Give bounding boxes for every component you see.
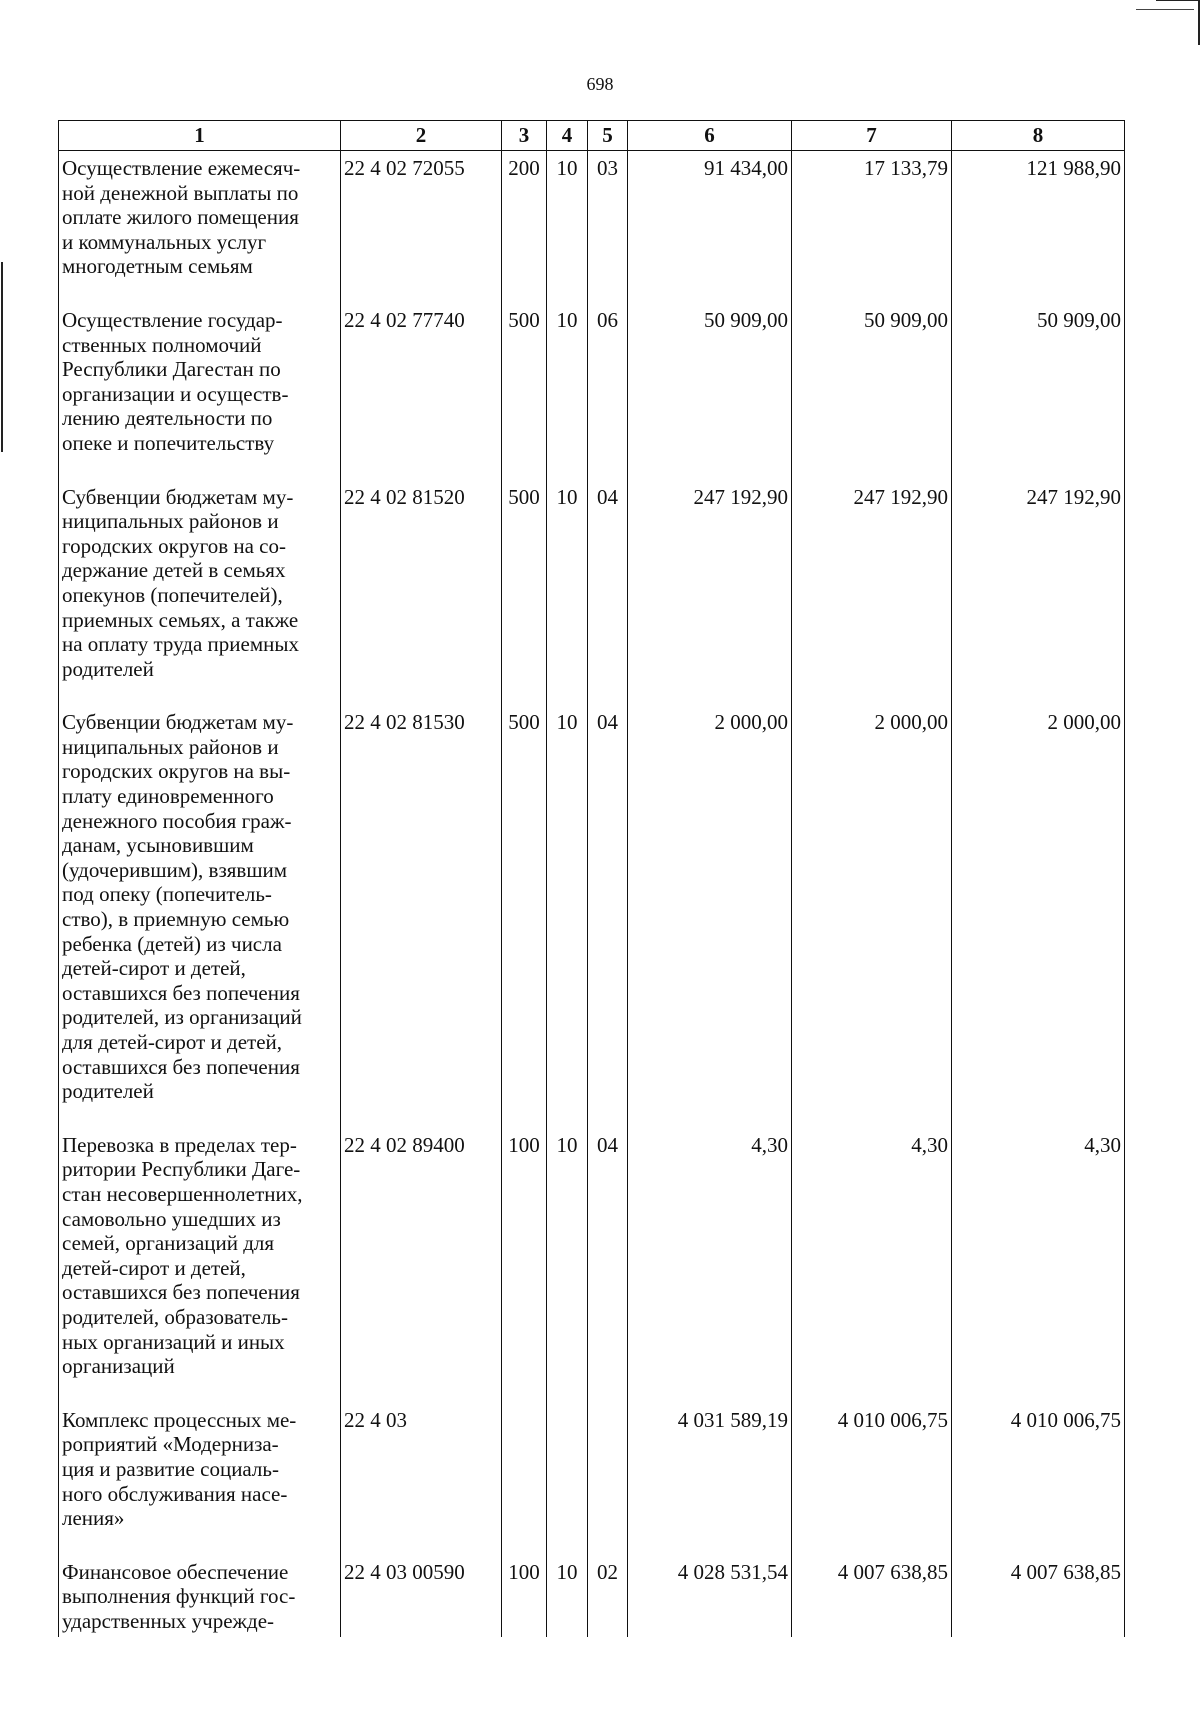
- row-col5-cell: 04: [588, 1128, 628, 1403]
- table-body: [59, 151, 1125, 1638]
- row-value6-cell: 2 000,00: [628, 705, 792, 1128]
- table-row: [59, 1128, 1125, 1403]
- page-number: 698: [586, 74, 614, 94]
- row-col4-cell: 10: [547, 303, 588, 480]
- row-value8-cell: 4,30: [952, 1128, 1125, 1403]
- row-code-cell: 22 4 02 81530: [341, 705, 502, 1128]
- row-col4-cell: 10: [547, 1128, 588, 1403]
- row-value8-cell: 247 192,90: [952, 480, 1125, 706]
- row-col3-cell: 500: [502, 303, 547, 480]
- row-code-cell: 22 4 02 72055: [341, 151, 502, 303]
- row-code-cell: 22 4 02 81520: [341, 480, 502, 706]
- row-code-cell: 22 4 03 00590: [341, 1555, 502, 1638]
- row-name-cell: Субвенции бюджетам му- ниципальных районов и городских округов на со- держание детей в семьях опекунов (попечителей), приемных семьях, а также на оплату труда приемных родителей: [59, 480, 341, 706]
- scan-margin-line: [1, 262, 3, 452]
- row-value6-cell: 4 031 589,19: [628, 1403, 792, 1555]
- row-value6-cell: 91 434,00: [628, 151, 792, 303]
- row-col5-cell: 04: [588, 480, 628, 706]
- header-col-8: 8: [952, 121, 1125, 151]
- table-row: [59, 1555, 1125, 1638]
- row-value7-cell: 4,30: [792, 1128, 952, 1403]
- row-value6-cell: 4 028 531,54: [628, 1555, 792, 1638]
- header-col-2: 2: [341, 121, 502, 151]
- row-name-cell: Субвенции бюджетам му- ниципальных районов и городских округов на вы- плату единовременного денежного пособия граж- данам, усыновившим (удочерившим), взявшим под опеку (попечитель- ство), в приемную семью ребенка (детей) из числа детей-сирот и детей, оставшихся без попечения родителей, из организаций для детей-сирот и детей, оставшихся без попечения родителей: [59, 705, 341, 1128]
- table-row: [59, 480, 1125, 706]
- table-row: [59, 303, 1125, 480]
- row-col5-cell: 04: [588, 705, 628, 1128]
- header-col-4: 4: [547, 121, 588, 151]
- row-value8-cell: 50 909,00: [952, 303, 1125, 480]
- row-name-cell: Комплекс процессных ме- роприятий «Модерниза- ция и развитие социаль- ного обслуживания насе- ления»: [59, 1403, 341, 1555]
- row-col3-cell: 500: [502, 705, 547, 1128]
- row-value7-cell: 17 133,79: [792, 151, 952, 303]
- row-code-cell: 22 4 02 89400: [341, 1128, 502, 1403]
- row-col5-cell: 02: [588, 1555, 628, 1638]
- row-col5-cell: [588, 1403, 628, 1555]
- row-col3-cell: 500: [502, 480, 547, 706]
- row-value7-cell: 50 909,00: [792, 303, 952, 480]
- row-value7-cell: 4 007 638,85: [792, 1555, 952, 1638]
- header-col-3: 3: [502, 121, 547, 151]
- row-col3-cell: [502, 1403, 547, 1555]
- row-col4-cell: [547, 1403, 588, 1555]
- row-value8-cell: 4 010 006,75: [952, 1403, 1125, 1555]
- row-col3-cell: 200: [502, 151, 547, 303]
- row-value6-cell: 4,30: [628, 1128, 792, 1403]
- row-col3-cell: 100: [502, 1128, 547, 1403]
- budget-table: [58, 120, 1125, 1637]
- row-col4-cell: 10: [547, 1555, 588, 1638]
- row-code-cell: 22 4 03: [341, 1403, 502, 1555]
- row-col4-cell: 10: [547, 705, 588, 1128]
- row-value8-cell: 2 000,00: [952, 705, 1125, 1128]
- row-col4-cell: 10: [547, 480, 588, 706]
- row-value8-cell: 121 988,90: [952, 151, 1125, 303]
- table-row: [59, 1403, 1125, 1555]
- row-name-cell: Финансовое обеспечение выполнения функций гос- ударственных учрежде-: [59, 1555, 341, 1638]
- row-value6-cell: 50 909,00: [628, 303, 792, 480]
- row-value6-cell: 247 192,90: [628, 480, 792, 706]
- row-col5-cell: 06: [588, 303, 628, 480]
- header-col-5: 5: [588, 121, 628, 151]
- row-name-cell: Осуществление ежемесяч- ной денежной выплаты по оплате жилого помещения и коммунальных услуг многодетным семьям: [59, 151, 341, 303]
- row-name-cell: Перевозка в пределах тер- ритории Республики Даге- стан несовершеннолетних, самовольно ушедших из семей, организаций для детей-сирот и детей, оставшихся без попечения родителей, образователь- ных организаций и иных организаций: [59, 1128, 341, 1403]
- row-name-cell: Осуществление государ- ственных полномочий Республики Дагестан по организации и осуществ- лению деятельности по опеке и попечительству: [59, 303, 341, 480]
- header-col-7: 7: [792, 121, 952, 151]
- row-value7-cell: 247 192,90: [792, 480, 952, 706]
- scan-edge-line: [1136, 9, 1194, 10]
- row-code-cell: 22 4 02 77740: [341, 303, 502, 480]
- table-row: [59, 151, 1125, 303]
- row-value7-cell: 2 000,00: [792, 705, 952, 1128]
- header-col-6: 6: [628, 121, 792, 151]
- header-row: [59, 121, 1125, 151]
- header-col-1: 1: [59, 121, 341, 151]
- row-col5-cell: 03: [588, 151, 628, 303]
- table-row: [59, 705, 1125, 1128]
- row-value7-cell: 4 010 006,75: [792, 1403, 952, 1555]
- scan-edge-mark: [1156, 0, 1200, 45]
- row-value8-cell: 4 007 638,85: [952, 1555, 1125, 1638]
- row-col4-cell: 10: [547, 151, 588, 303]
- row-col3-cell: 100: [502, 1555, 547, 1638]
